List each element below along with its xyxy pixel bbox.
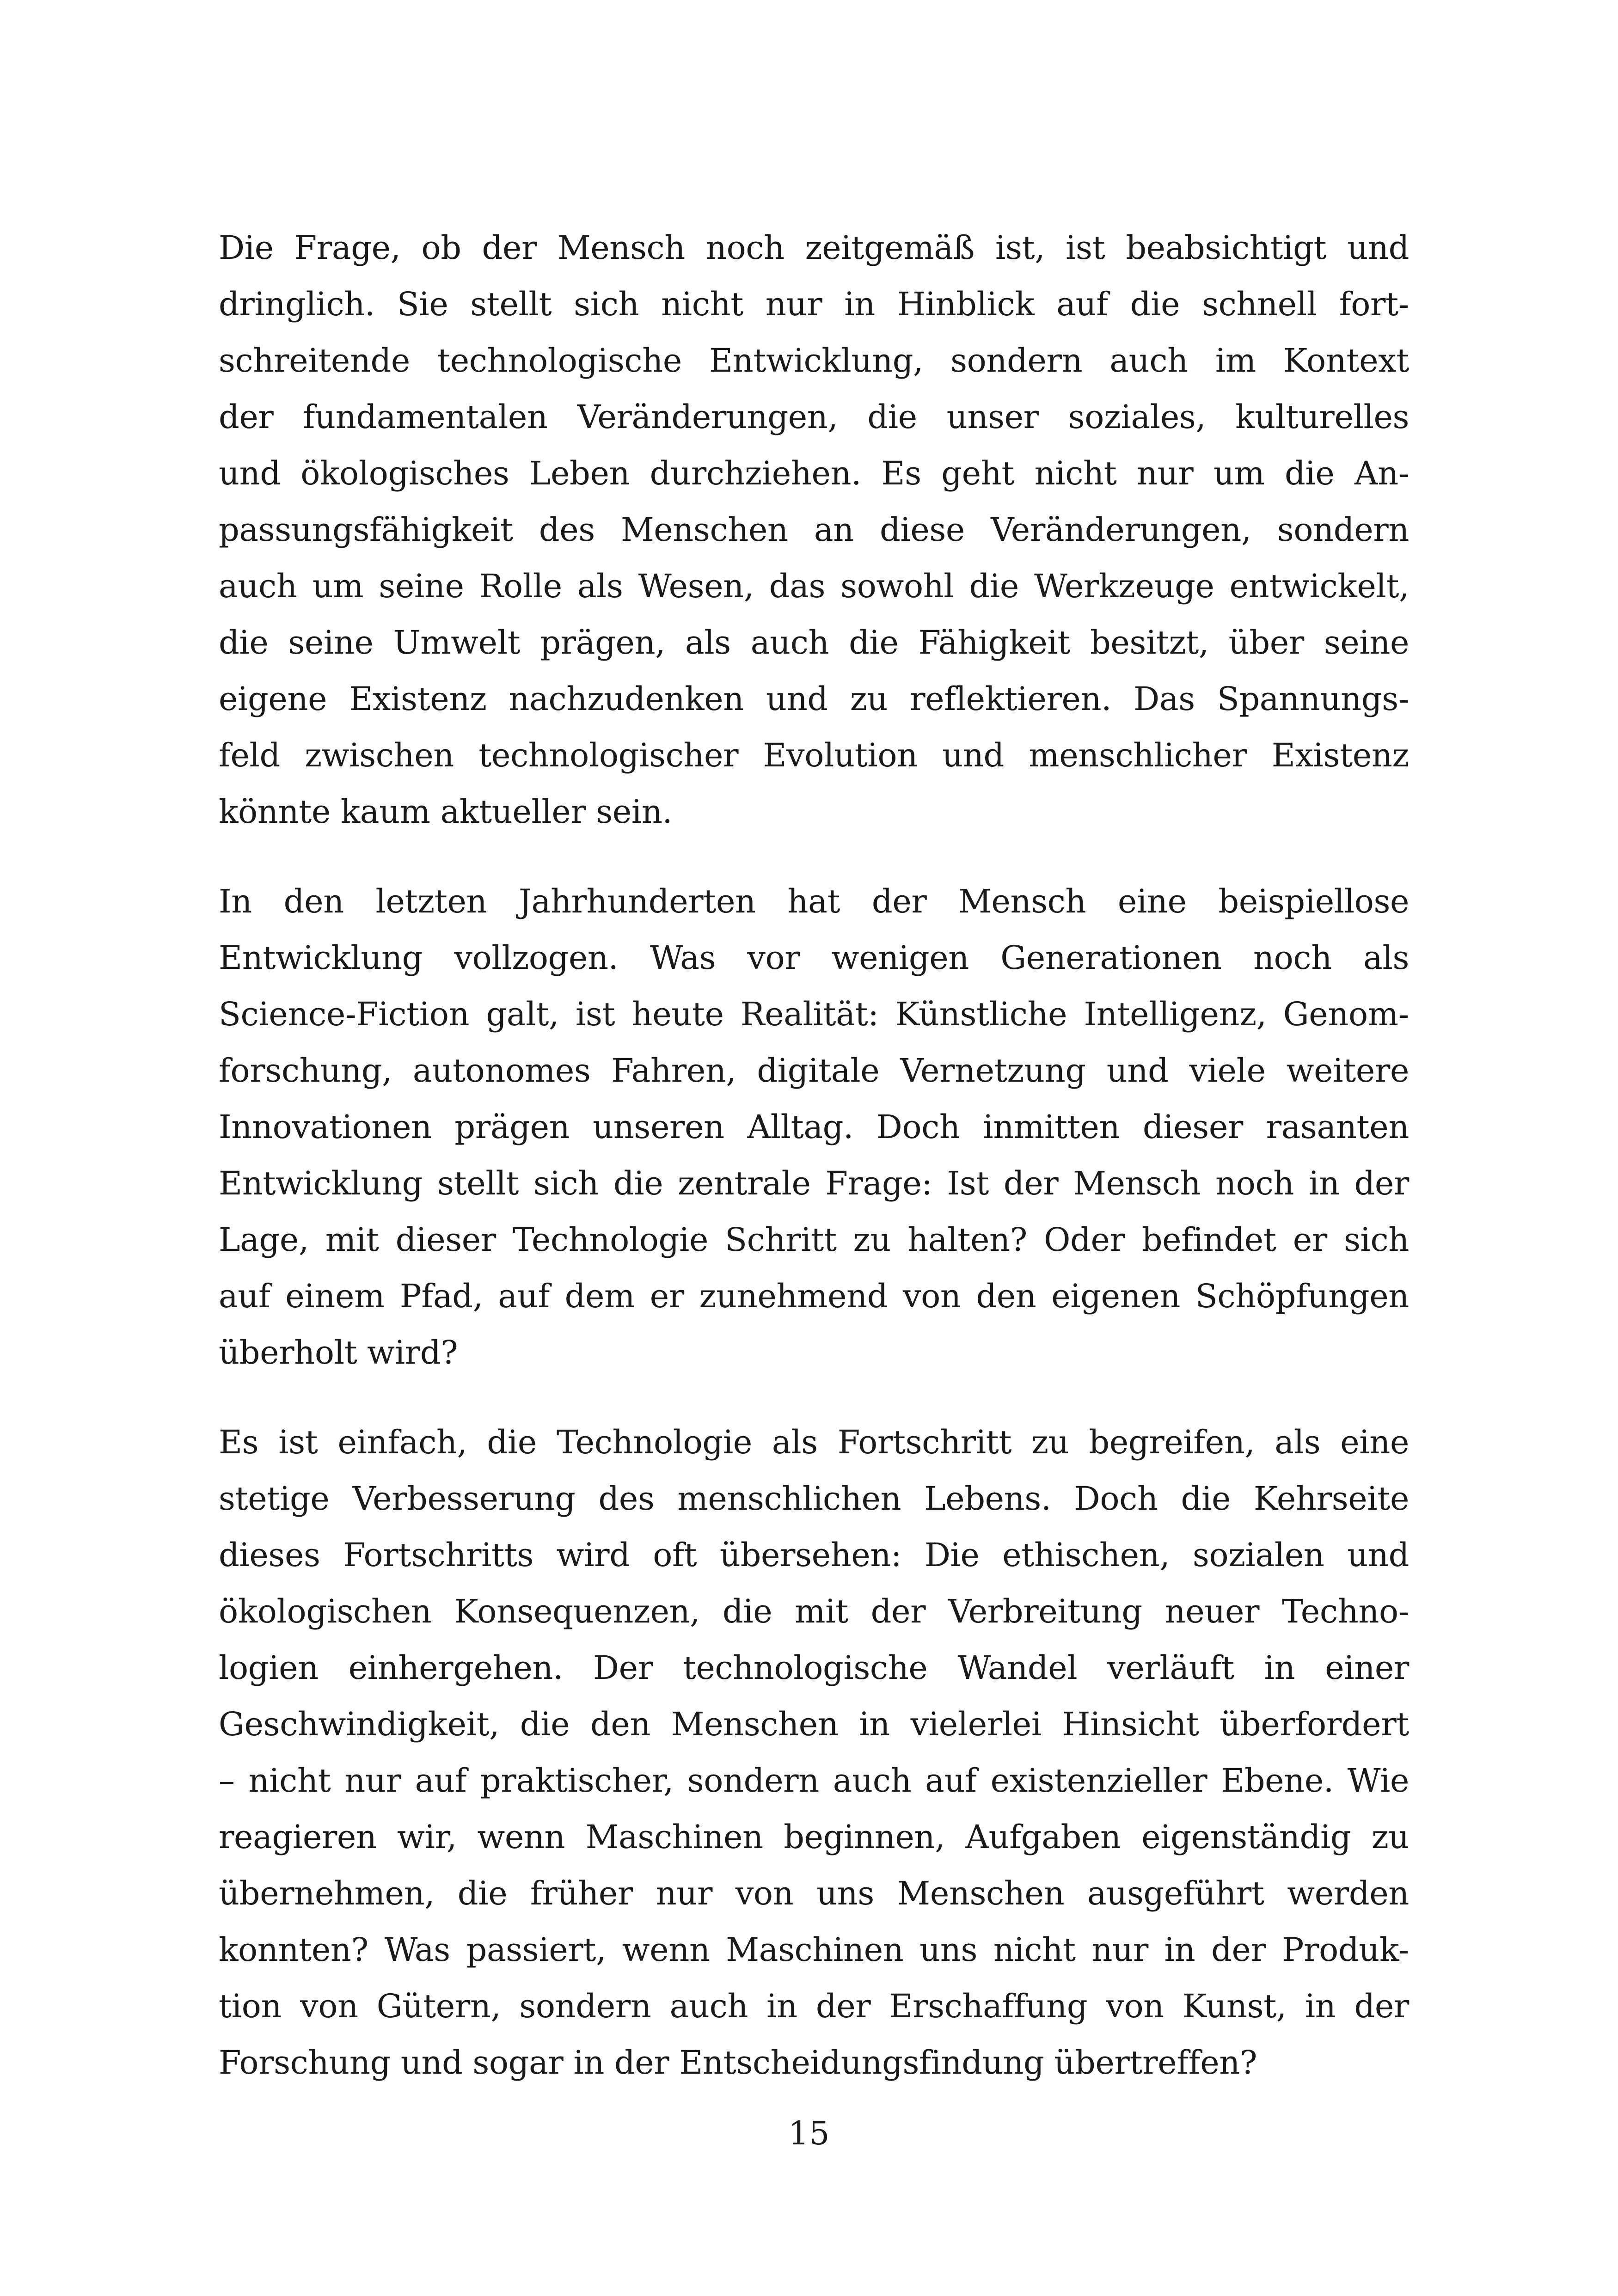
- paragraph-1: [219, 220, 1409, 840]
- text-line: überholt wird?: [219, 1334, 458, 1371]
- text-line: der fundamentalen Veränderungen, die unser soziales, kulturelles: [219, 398, 1409, 436]
- paragraph-2: [219, 873, 1409, 1381]
- text-line: auch um seine Rolle als Wesen, das sowohl die Werkzeuge entwickelt,: [219, 567, 1409, 605]
- text-line: die seine Umwelt prägen, als auch die Fähigkeit besitzt, über seine: [219, 624, 1409, 661]
- text-line: dringlich. Sie stellt sich nicht nur in Hinblick auf die schnell fort-: [219, 285, 1409, 323]
- text-line: Science-Fiction galt, ist heute Realität: Künstliche Intelligenz, Genom-: [219, 995, 1409, 1033]
- text-line: Innovationen prägen unseren Alltag. Doch inmitten dieser rasanten: [219, 1108, 1409, 1146]
- text-line: Entwicklung vollzogen. Was vor wenigen Generationen noch als: [219, 939, 1409, 977]
- text-line: Forschung und sogar in der Entscheidungsfindung übertreffen?: [219, 2044, 1257, 2082]
- text-line: auf einem Pfad, auf dem er zunehmend von den eigenen Schöpfungen: [219, 1277, 1409, 1315]
- text-line: könnte kaum aktueller sein.: [219, 793, 673, 831]
- text-line: Entwicklung stellt sich die zentrale Frage: Ist der Mensch noch in der: [219, 1164, 1409, 1202]
- text-line: passungsfähigkeit des Menschen an diese Veränderungen, sondern: [219, 511, 1409, 549]
- text-line: dieses Fortschritts wird oft übersehen: Die ethischen, sozialen und: [219, 1536, 1409, 1574]
- text-line: Es ist einfach, die Technologie als Fortschritt zu begreifen, als eine: [219, 1423, 1409, 1461]
- text-line: feld zwischen technologischer Evolution und menschlicher Existenz: [219, 736, 1409, 774]
- text-line: ökologischen Konsequenzen, die mit der Verbreitung neuer Techno-: [219, 1592, 1409, 1630]
- text-line: Geschwindigkeit, die den Menschen in vielerlei Hinsicht überfordert: [219, 1705, 1409, 1743]
- paragraph-3: [219, 1414, 1409, 2091]
- text-line: – nicht nur auf praktischer, sondern auch auf existenzieller Ebene. Wie: [219, 1762, 1409, 1800]
- text-line: tion von Gütern, sondern auch in der Erschaffung von Kunst, in der: [219, 1987, 1409, 2025]
- text-line: und ökologisches Leben durchziehen. Es geht nicht nur um die An-: [219, 454, 1409, 492]
- body-text: [219, 220, 1409, 2091]
- text-line: reagieren wir, wenn Maschinen beginnen, Aufgaben eigenständig zu: [219, 1818, 1409, 1856]
- text-line: schreitende technologische Entwicklung, sondern auch im Kontext: [219, 342, 1409, 380]
- text-line: logien einhergehen. Der technologische Wandel verläuft in einer: [219, 1649, 1409, 1687]
- text-line: forschung, autonomes Fahren, digitale Vernetzung und viele weitere: [219, 1052, 1409, 1090]
- text-line: stetige Verbesserung des menschlichen Lebens. Doch die Kehrseite: [219, 1480, 1409, 1518]
- text-line: eigene Existenz nachzudenken und zu reflektieren. Das Spannungs-: [219, 680, 1409, 718]
- text-line: konnten? Was passiert, wenn Maschinen uns nicht nur in der Produk-: [219, 1931, 1409, 1969]
- text-line: Die Frage, ob der Mensch noch zeitgemäß ist, ist beabsichtigt und: [219, 229, 1409, 267]
- text-line: übernehmen, die früher nur von uns Menschen ausgeführt werden: [219, 1874, 1409, 1912]
- text-line: In den letzten Jahrhunderten hat der Mensch eine beispiellose: [219, 882, 1409, 920]
- page-number: 15: [788, 2114, 830, 2152]
- text-line: Lage, mit dieser Technologie Schritt zu halten? Oder befindet er sich: [219, 1221, 1409, 1259]
